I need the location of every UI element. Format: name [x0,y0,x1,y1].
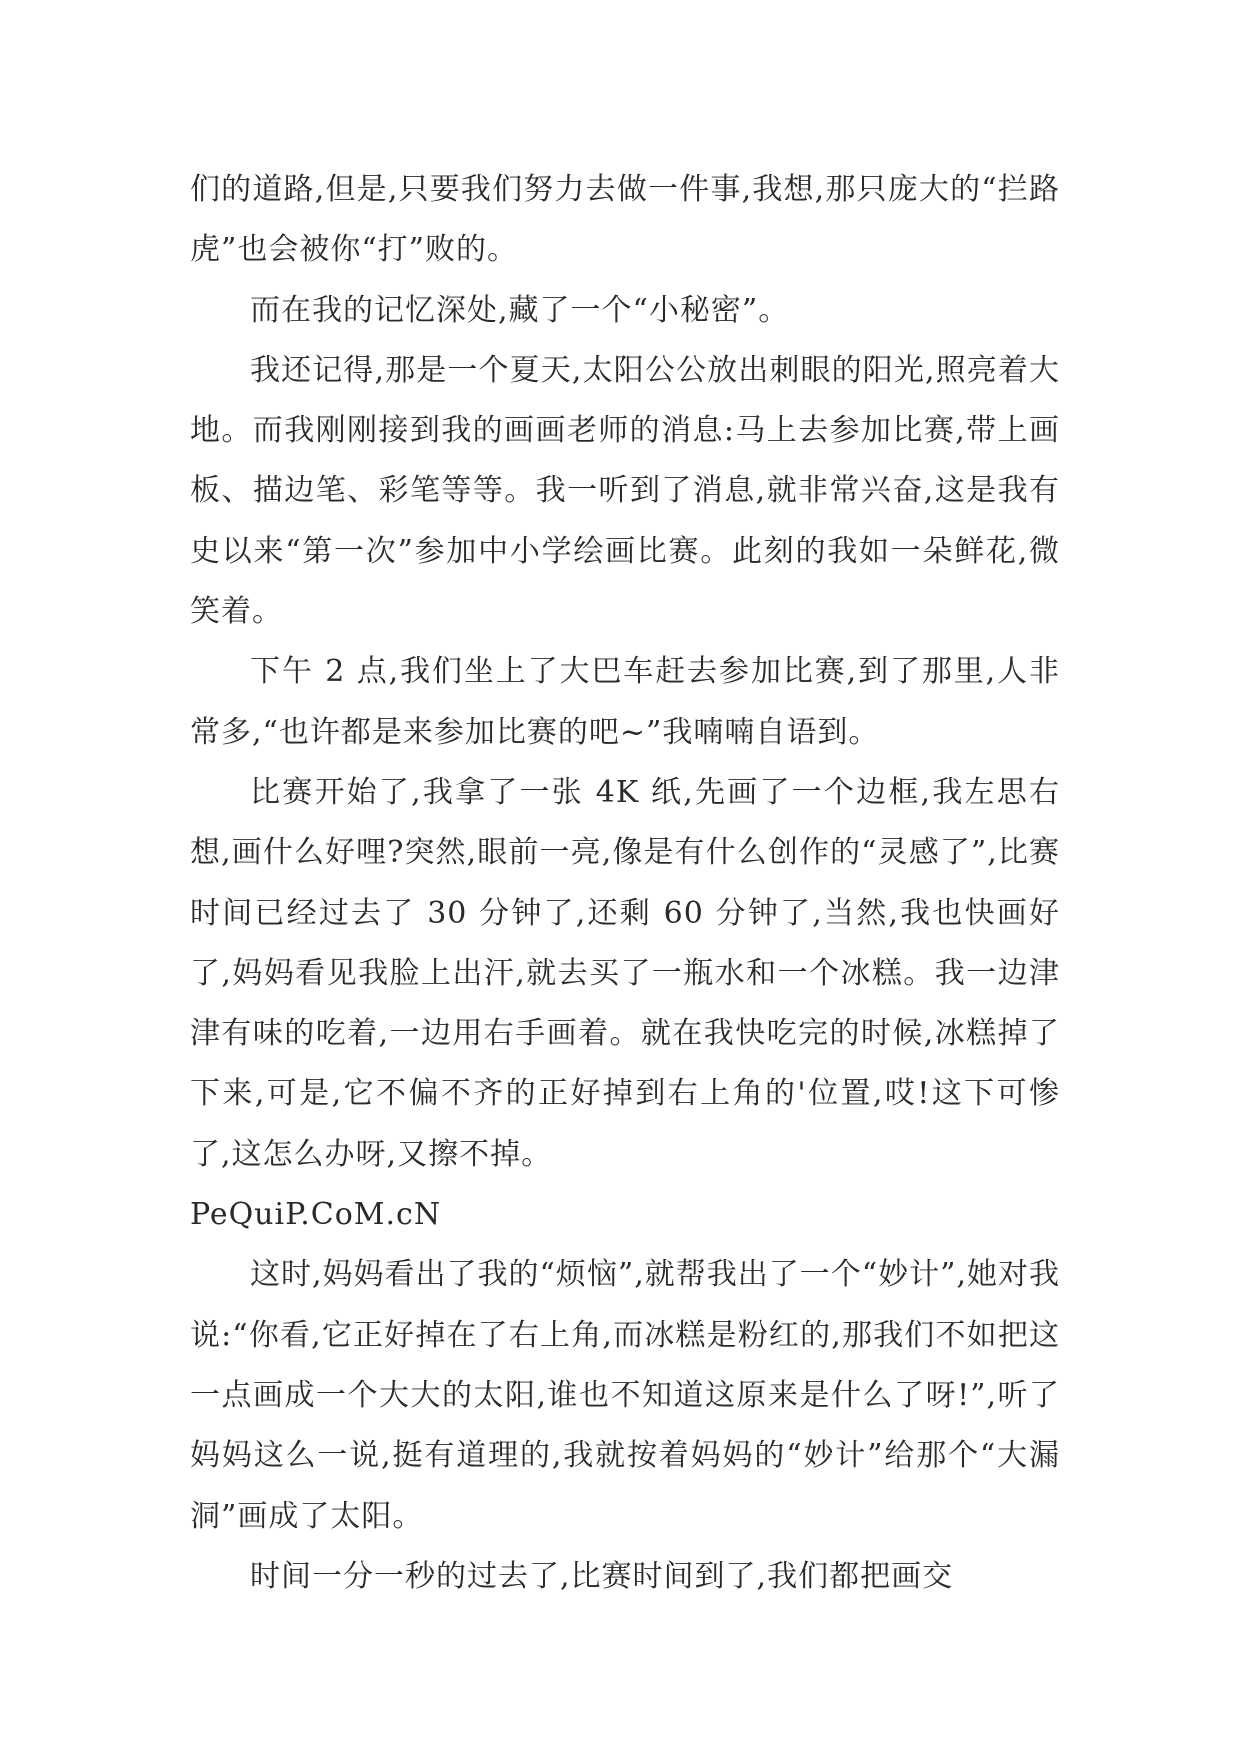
paragraph-4: 下午 2 点,我们坐上了大巴车赶去参加比赛,到了那里,人非常多,“也许都是来参加比赛的吧~”我喃喃自语到。 [190,654,1060,750]
essay-body [190,160,1060,1607]
paragraph-7: 时间一分一秒的过去了,比赛时间到了,我们都把画交 [250,1558,954,1594]
paragraph-5: 比赛开始了,我拿了一张 4K 纸,先画了一个边框,我左思右想,画什么好哩?突然,眼前一亮,像是有什么创作的“灵感了”,比赛时间已经过去了 30 分钟了,还剩 60 分钟了,当然,我也快画好了,妈妈看见我脸上出汗,就去买了一瓶水和一个冰糕。我一边津津有味的吃着,一边用右手画着。就在我快吃完的时候,冰糕掉了下来,可是,它不偏不齐的正好掉到右上角的'位置,哎!这下可惨了,这怎么办呀,又擦不掉。 [190,774,1060,1172]
paragraph-2: 而在我的记忆深处,藏了一个“小秘密”。 [250,292,790,328]
paragraph-6: 这时,妈妈看出了我的“烦恼”,就帮我出了一个“妙计”,她对我说:“你看,它正好掉在了右上角,而冰糕是粉红的,那我们不如把这一点画成一个大大的太阳,谁也不知道这原来是什么了呀!”,听了妈妈这么一说,挺有道理的,我就按着妈妈的“妙计”给那个“大漏洞”画成了太阳。 [190,1257,1060,1534]
paragraph-3: 我还记得,那是一个夏天,太阳公公放出刺眼的阳光,照亮着大地。而我刚刚接到我的画画老师的消息:马上去参加比赛,带上画板、描边笔、彩笔等等。我一听到了消息,就非常兴奋,这是我有史以来“第一次”参加中小学绘画比赛。此刻的我如一朵鲜花,微笑着。 [190,352,1060,630]
watermark-line: PeQuiP.CoM.cN [190,1197,442,1233]
paragraph-1: 们的道路,但是,只要我们努力去做一件事,我想,那只庞大的“拦路虎”也会被你“打”败的。 [190,172,1060,268]
